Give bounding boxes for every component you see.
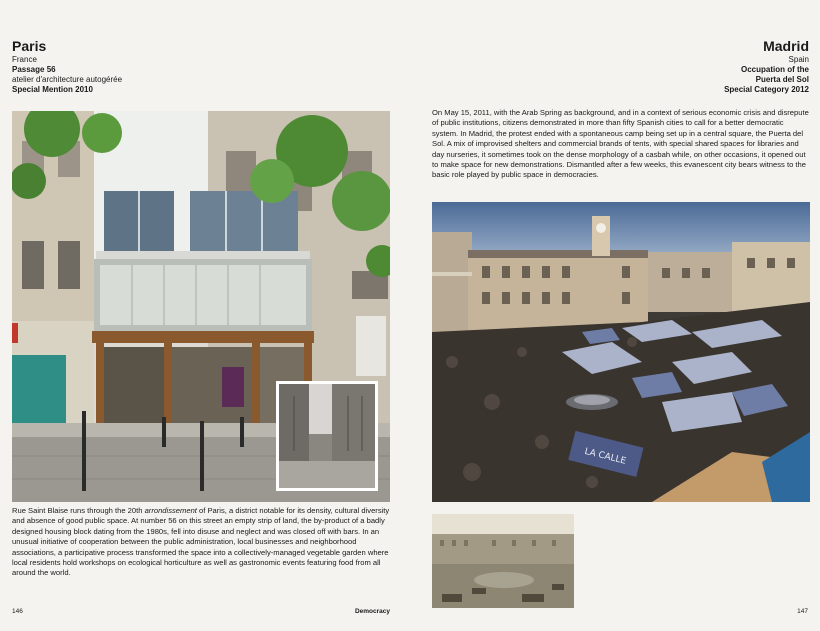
paris-caption [12,506,392,579]
historic-puerta-del-sol-photo [432,514,574,608]
running-title: Democracy [354,608,390,615]
caption-text-rest: of Paris, a district notable for its density, cultural diversity and absence of good public space. At number 56 on this street an empty strip of land, the by-product of a badly designed housing block dating from the 1980s, fell into disuse and neglect and was closed off with bars. In an unusual initiative of cooperation between the public administration, local businesses and neighborhood associations, a participative process transformed the space into a collectively-managed vegetable garden where local residents hold workshops on ecological horticulture as well as gastronomic events featuring food from all around the world. [12,506,390,578]
passage-56-photo [12,111,390,502]
caption-text-start: Rue Saint Blaise runs through the 20th [12,506,145,515]
award-label: Special Category 2012 [724,85,809,94]
protest-banner-text: LA CALLE [583,446,627,467]
page-number-left: 146 [12,608,23,615]
puerta-del-sol-illustration [432,202,810,502]
project-meta-paris [12,55,122,95]
country-label: Spain [788,55,809,64]
puerta-del-sol-photo [432,202,810,502]
city-title-paris: Paris [12,38,47,54]
project-meta-madrid [724,55,809,95]
right-page [410,0,820,631]
award-label: Special Mention 2010 [12,85,93,94]
project-name-line2: Puerta del Sol [755,75,809,84]
caption-italic-term: arrondissement [144,506,197,515]
page-number-right: 147 [797,608,808,615]
architect-name: atelier d'architecture autogérée [12,75,123,84]
project-name-line1: Occupation of the [741,65,809,74]
passage-56-illustration [12,111,390,502]
project-name: Passage 56 [12,65,56,74]
country-label: France [12,55,37,64]
city-title-madrid: Madrid [763,38,809,54]
madrid-intro-text: On May 15, 2011, with the Arab Spring as background, and in a context of serious economic crisis and disrepute of public institutions, citizens demonstrated in more than fifty Spanish cities to call for a better democratic system. In Madrid, the protest ended with a spontaneous camp being set up in a central square, the Puerta del Sol. A mix of improvised shelters and commercial brands of tents, with special shared spaces for libraries and day nurseries, it sometimes took on the dense morphology of a casbah while, on other occasions, it opened out to make space for new demonstrations. Dismantled after a few weeks, this evanescent city bears witness to the basic role played by public space in democracies. [432,108,809,180]
historic-square-illustration [432,514,574,608]
